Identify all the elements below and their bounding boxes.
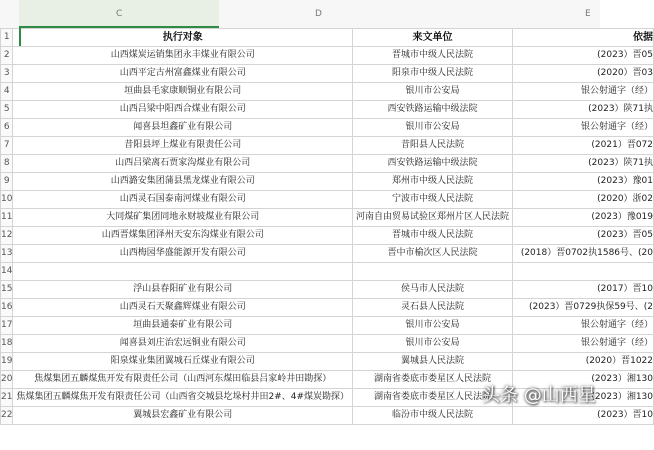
cell-basis[interactable]: (2020）浙02	[513, 191, 654, 209]
row-number[interactable]: 14	[1, 263, 13, 281]
row-number[interactable]: 12	[1, 227, 13, 245]
table-header-row	[1, 29, 654, 47]
cell-execution-target[interactable]: 山西灵石国泰南河煤业有限公司	[13, 191, 353, 209]
table-row	[1, 65, 654, 83]
cell-issuing-unit[interactable]: 侯马市人民法院	[353, 281, 513, 299]
cell-basis[interactable]: (2023）湘130	[513, 371, 654, 389]
cell-execution-target[interactable]: 山西晋煤集团泽州天安东沟煤业有限公司	[13, 227, 353, 245]
cell-execution-target[interactable]: 大同煤矿集团同地永财坡煤业有限公司	[13, 209, 353, 227]
cell-basis[interactable]: (2023）陕71执	[513, 101, 654, 119]
row-number[interactable]: 6	[1, 119, 13, 137]
cell-issuing-unit[interactable]: 宁波市中级人民法院	[353, 191, 513, 209]
cell-basis[interactable]: (2020）晋03	[513, 65, 654, 83]
row-number[interactable]: 17	[1, 317, 13, 335]
table-row	[1, 227, 654, 245]
cell-execution-target[interactable]: 翼城县宏鑫矿业有限公司	[13, 407, 353, 425]
cell-issuing-unit[interactable]: 晋中市榆次区人民法院	[353, 245, 513, 263]
row-number[interactable]: 10	[1, 191, 13, 209]
table-row	[1, 173, 654, 191]
cell-issuing-unit[interactable]: 西安铁路运输中级法院	[353, 101, 513, 119]
cell-execution-target[interactable]	[13, 263, 353, 281]
cell-basis[interactable]: (2023）豫019	[513, 209, 654, 227]
cell-basis[interactable]	[513, 263, 654, 281]
cell-basis[interactable]: 银公射通字（经）	[513, 83, 654, 101]
cell-basis[interactable]: (2023）湘130	[513, 389, 654, 407]
cell-issuing-unit[interactable]: 湖南省娄底市娄星区人民法院	[353, 389, 513, 407]
cell-basis[interactable]: (2023）晋05	[513, 227, 654, 245]
cell-execution-target[interactable]: 山西吕梁中阳西合煤业有限公司	[13, 101, 353, 119]
cell-issuing-unit[interactable]: 银川市公安局	[353, 335, 513, 353]
row-number[interactable]: 22	[1, 407, 13, 425]
cell-basis[interactable]: 银公射通字（经）	[513, 317, 654, 335]
cell-issuing-unit[interactable]: 晋城市中级人民法院	[353, 227, 513, 245]
table-row	[1, 407, 654, 425]
row-number[interactable]: 9	[1, 173, 13, 191]
header-issuing-unit[interactable]: 来文单位	[353, 29, 513, 47]
table-row	[1, 119, 654, 137]
cell-issuing-unit[interactable]: 西安铁路运输中级法院	[353, 155, 513, 173]
column-header-d[interactable]: D	[315, 9, 322, 19]
cell-execution-target[interactable]: 山西潞安集团蒲县黑龙煤业有限公司	[13, 173, 353, 191]
cell-basis[interactable]: (2023）晋10	[513, 407, 654, 425]
cell-basis[interactable]: 银公射通字（经）	[513, 119, 654, 137]
row-number[interactable]: 21	[1, 389, 13, 407]
table-row	[1, 263, 654, 281]
row-number[interactable]: 18	[1, 335, 13, 353]
cell-issuing-unit[interactable]: 河南自由贸易试验区郑州片区人民法院	[353, 209, 513, 227]
cell-issuing-unit[interactable]	[353, 263, 513, 281]
cell-issuing-unit[interactable]: 湖南省娄底市娄星区人民法院	[353, 371, 513, 389]
cell-issuing-unit[interactable]: 晋城市中级人民法院	[353, 47, 513, 65]
cell-issuing-unit[interactable]: 阳泉市中级人民法院	[353, 65, 513, 83]
table-row	[1, 209, 654, 227]
cell-execution-target[interactable]: 焦煤集团五麟煤焦开发有限责任公司（山西省交城县圪垛村井田2#、4#煤炭勘探）	[13, 389, 353, 407]
cell-execution-target[interactable]: 焦煤集团五麟煤焦开发有限责任公司（山西河东煤田临县吕家岭井田勘探）	[13, 371, 353, 389]
table-row	[1, 281, 654, 299]
row-number[interactable]: 15	[1, 281, 13, 299]
table-row	[1, 155, 654, 173]
cell-basis[interactable]: (2023）陕71执	[513, 155, 654, 173]
header-basis[interactable]: 依据	[513, 29, 654, 47]
cell-execution-target[interactable]: 垣曲县毛家康顺铜业有限公司	[13, 83, 353, 101]
cell-execution-target[interactable]: 闻喜县坦鑫矿业有限公司	[13, 119, 353, 137]
cell-execution-target[interactable]: 阳泉煤业集团翼城石丘煤业有限公司	[13, 353, 353, 371]
table-row	[1, 245, 654, 263]
row-number[interactable]: 11	[1, 209, 13, 227]
cell-issuing-unit[interactable]: 银川市公安局	[353, 119, 513, 137]
cell-execution-target[interactable]: 山西平定古州富鑫煤业有限公司	[13, 65, 353, 83]
row-number[interactable]: 16	[1, 299, 13, 317]
cell-basis[interactable]: (2023）晋05	[513, 47, 654, 65]
header-execution-target[interactable]: 执行对象	[13, 29, 353, 47]
row-number[interactable]: 3	[1, 65, 13, 83]
row-number[interactable]: 4	[1, 83, 13, 101]
row-number[interactable]: 8	[1, 155, 13, 173]
table-row	[1, 335, 654, 353]
cell-execution-target[interactable]: 垣曲县通泰矿业有限公司	[13, 317, 353, 335]
table-row	[1, 353, 654, 371]
column-header-e[interactable]: E	[585, 9, 591, 19]
table-row	[1, 83, 654, 101]
table-row	[1, 47, 654, 65]
cell-issuing-unit[interactable]: 银川市公安局	[353, 83, 513, 101]
table-row	[1, 101, 654, 119]
row-number[interactable]: 2	[1, 47, 13, 65]
cell-basis[interactable]: (2020）晋1022	[513, 353, 654, 371]
watermark	[482, 381, 596, 407]
table-row	[1, 137, 654, 155]
cell-basis[interactable]: (2023）豫01	[513, 173, 654, 191]
cell-selection-edge	[19, 28, 21, 46]
cell-execution-target[interactable]: 山西吕梁离石贾家沟煤业有限公司	[13, 155, 353, 173]
row-number[interactable]: 20	[1, 371, 13, 389]
cell-basis[interactable]: (2017）晋10	[513, 281, 654, 299]
column-header-c[interactable]: C	[116, 9, 123, 19]
cell-execution-target[interactable]: 山西梅园华盛能源开发有限公司	[13, 245, 353, 263]
table-row	[1, 317, 654, 335]
column-header-bar	[0, 0, 600, 29]
data-table	[0, 28, 654, 425]
cell-issuing-unit[interactable]: 昔阳县人民法院	[353, 137, 513, 155]
row-number[interactable]: 1	[1, 29, 13, 47]
cell-execution-target[interactable]: 山西灵石天聚鑫辉煤业有限公司	[13, 299, 353, 317]
cell-issuing-unit[interactable]: 临汾市中级人民法院	[353, 407, 513, 425]
cell-issuing-unit[interactable]: 灵石县人民法院	[353, 299, 513, 317]
cell-basis[interactable]: (2021）晋072	[513, 137, 654, 155]
cell-issuing-unit[interactable]: 郑州市中级人民法院	[353, 173, 513, 191]
table-row	[1, 299, 654, 317]
cell-issuing-unit[interactable]: 银川市公安局	[353, 317, 513, 335]
cell-basis[interactable]: (2023）晋0729执保59号、(2	[513, 299, 654, 317]
cell-execution-target[interactable]: 闻喜县刘庄治宏远铜业有限公司	[13, 335, 353, 353]
cell-execution-target[interactable]: 山西煤炭运销集团永丰煤业有限公司	[13, 47, 353, 65]
watermark-text: 头条 @山西星	[482, 385, 596, 406]
table-row	[1, 191, 654, 209]
cell-basis[interactable]: (2018）晋0702执1586号、(20	[513, 245, 654, 263]
cell-issuing-unit[interactable]: 翼城县人民法院	[353, 353, 513, 371]
cell-execution-target[interactable]: 昔阳县坪上煤业有限责任公司	[13, 137, 353, 155]
row-number[interactable]: 5	[1, 101, 13, 119]
row-number[interactable]: 19	[1, 353, 13, 371]
row-number[interactable]: 7	[1, 137, 13, 155]
row-number[interactable]: 13	[1, 245, 13, 263]
cell-basis[interactable]: 银公射通字（经）	[513, 335, 654, 353]
cell-execution-target[interactable]: 浮山县春阳矿业有限公司	[13, 281, 353, 299]
